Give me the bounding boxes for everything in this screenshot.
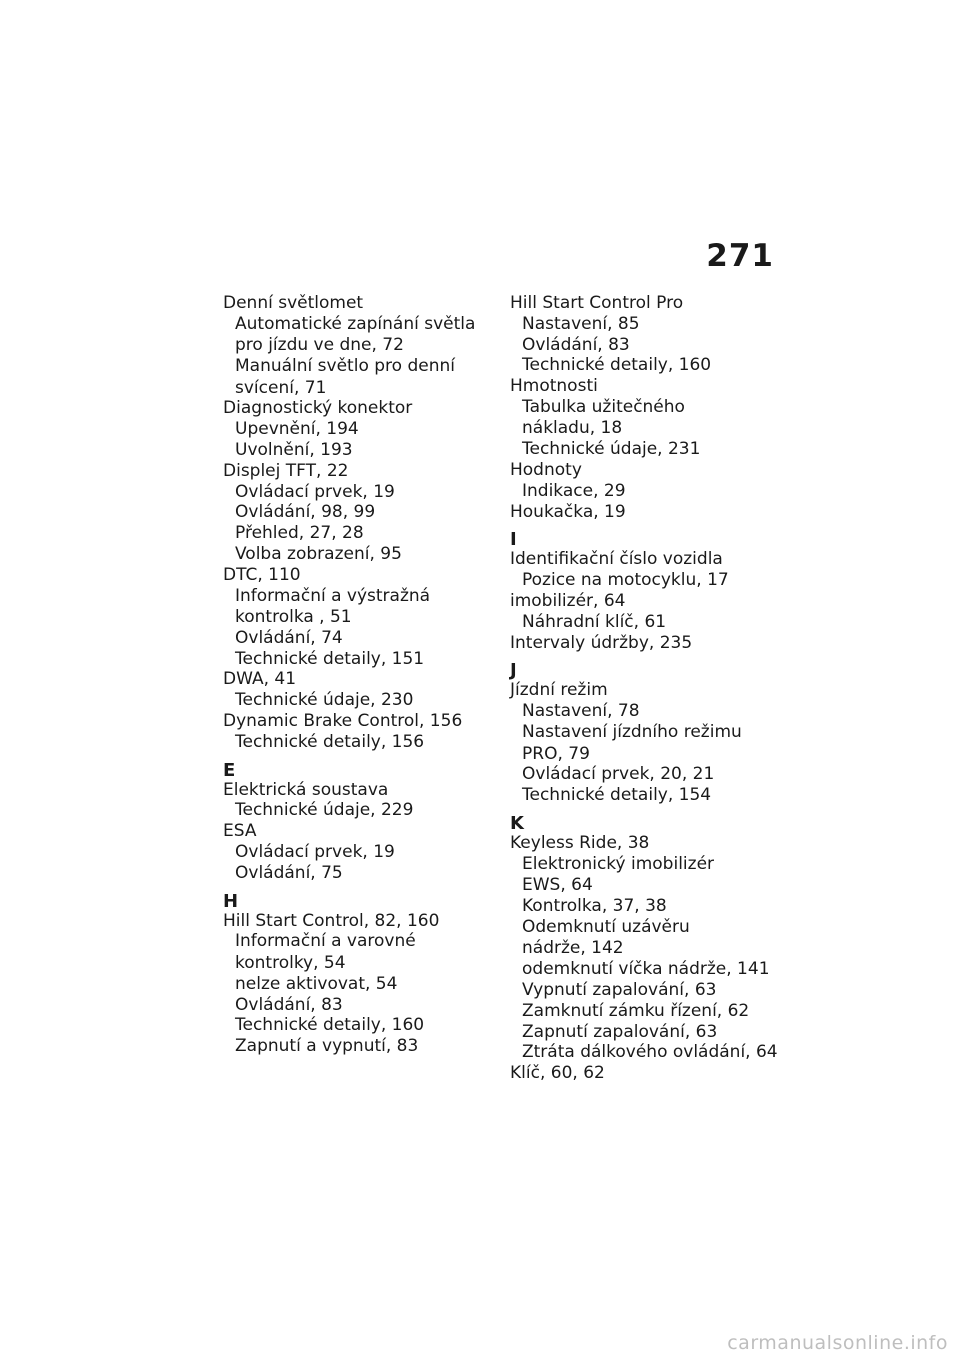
watermark: carmanualsonline.info — [727, 1332, 948, 1354]
index-subentry — [223, 482, 503, 503]
index-subentry — [510, 314, 800, 335]
index-subentry — [223, 690, 503, 711]
index-entry: Denní světlomet — [223, 293, 364, 313]
index-column-right — [510, 293, 800, 1084]
index-subentry-line: Technické detaily, 160 — [522, 355, 712, 376]
index-subentry-line: nákladu, 18 — [522, 418, 623, 439]
index-subentry-line: Technické detaily, 156 — [235, 731, 425, 752]
index-subentry — [223, 544, 503, 565]
index-subentry — [510, 1022, 800, 1043]
index-subentry — [510, 917, 800, 959]
index-subentry — [510, 1042, 800, 1063]
index-subentry — [223, 995, 503, 1016]
index-subentry-line: Volba zobrazení, 95 — [235, 543, 402, 564]
index-entry: DWA, 41 — [223, 669, 297, 690]
index-subentry-line: Nastavení, 78 — [522, 701, 640, 722]
index-subentry-line: Vypnutí zapalování, 63 — [522, 979, 717, 1000]
index-subentry-line: kontrolky, 54 — [235, 952, 346, 973]
index-entry: Hmotnosti — [510, 376, 598, 397]
index-subentry-line: Ovládání, 98, 99 — [235, 502, 376, 523]
index-subentry — [223, 440, 503, 461]
index-subentry — [223, 800, 503, 821]
index-subentry — [223, 502, 503, 523]
index-subentry-line: Zapnutí zapalování, 63 — [522, 1021, 718, 1042]
index-subentry — [223, 523, 503, 544]
index-subentry-line: Přehled, 27, 28 — [235, 523, 364, 544]
index-subentry-line: Náhradní klíč, 61 — [522, 611, 667, 632]
index-subentry-line: Kontrolka, 37, 38 — [522, 896, 667, 917]
index-column-left — [223, 293, 503, 1057]
index-entry: Hill Start Control Pro — [510, 293, 684, 313]
index-subentry — [510, 570, 800, 591]
index-entry: ESA — [223, 821, 257, 842]
index-subentry — [223, 931, 503, 973]
index-subentry-line: Odemknutí uzávěru — [522, 916, 690, 937]
index-subentry — [510, 397, 800, 439]
index-subentry-line: Technické údaje, 229 — [235, 800, 414, 821]
index-subentry-line: pro jízdu ve dne, 72 — [235, 335, 404, 356]
index-subentry-line: odemknutí víčka nádrže, 141 — [522, 959, 770, 980]
index-entry: DTC, 110 — [223, 564, 301, 585]
index-entry: Dynamic Brake Control, 156 — [223, 711, 463, 732]
index-subentry — [510, 764, 800, 785]
index-subentry — [223, 1036, 503, 1057]
index-subentry-line: Technické detaily, 151 — [235, 648, 425, 669]
index-subentry — [510, 722, 800, 764]
index-subentry — [510, 785, 800, 806]
index-subentry-line: EWS, 64 — [522, 875, 593, 896]
index-letter-heading: I — [510, 529, 517, 551]
index-subentry — [223, 628, 503, 649]
index-entry: Hill Start Control, 82, 160 — [223, 910, 440, 931]
index-entry: Klíč, 60, 62 — [510, 1063, 605, 1084]
index-subentry-line: Uvolnění, 193 — [235, 439, 353, 460]
index-subentry-line: Technické údaje, 231 — [522, 439, 701, 460]
index-subentry-line: Nastavení, 85 — [522, 313, 640, 334]
index-entry: Identifikační číslo vozidla — [510, 549, 723, 570]
index-letter-heading: K — [510, 812, 524, 834]
index-subentry-line: Informační a výstražná — [235, 585, 431, 606]
index-subentry — [510, 439, 800, 460]
index-subentry-line: Nastavení jízdního režimu — [522, 722, 742, 743]
index-subentry-line: Elektronický imobilizér — [522, 853, 715, 874]
index-subentry-line: nelze aktivovat, 54 — [235, 973, 398, 994]
index-entry: imobilizér, 64 — [510, 591, 626, 612]
index-subentry — [223, 356, 503, 398]
index-subentry — [223, 586, 503, 628]
index-letter-heading: H — [223, 890, 239, 912]
index-entry: Intervaly údržby, 235 — [510, 632, 693, 653]
index-subentry-line: Ovládání, 83 — [235, 994, 343, 1015]
index-subentry — [510, 481, 800, 502]
index-subentry — [510, 335, 800, 356]
index-subentry — [223, 419, 503, 440]
index-entry: Hodnoty — [510, 460, 582, 481]
index-subentry-line: Ovládací prvek, 19 — [235, 481, 395, 502]
index-subentry — [510, 612, 800, 633]
index-subentry-line: Zamknutí zámku řízení, 62 — [522, 1000, 750, 1021]
index-subentry-line: Technické detaily, 154 — [522, 785, 712, 806]
index-subentry-line: nádrže, 142 — [522, 938, 624, 959]
index-subentry-line: Zapnutí a vypnutí, 83 — [235, 1036, 419, 1057]
index-subentry — [223, 732, 503, 753]
index-subentry-line: PRO, 79 — [522, 743, 590, 764]
index-subentry-line: Ovládání, 74 — [235, 627, 343, 648]
index-entry: Jízdní režim — [510, 680, 608, 701]
index-subentry-line: Ovládání, 75 — [235, 862, 343, 883]
index-subentry-line: Upevnění, 194 — [235, 419, 359, 440]
index-subentry — [510, 959, 800, 980]
index-subentry — [510, 854, 800, 896]
index-subentry-line: Technické detaily, 160 — [235, 1015, 425, 1036]
index-subentry — [223, 863, 503, 884]
index-subentry-line: Technické údaje, 230 — [235, 690, 414, 711]
index-entry: Displej TFT, 22 — [223, 460, 349, 481]
index-subentry-line: Ovládání, 83 — [522, 334, 630, 355]
index-entry: Elektrická soustava — [223, 779, 389, 800]
index-subentry — [223, 314, 503, 356]
index-entry: Houkačka, 19 — [510, 501, 626, 522]
index-subentry-line: Automatické zapínání světla — [235, 313, 476, 334]
index-subentry — [223, 649, 503, 670]
index-subentry-line: svícení, 71 — [235, 377, 327, 398]
index-letter-heading: E — [223, 759, 236, 781]
page-number: 271 — [706, 238, 774, 274]
index-subentry-line: Pozice na motocyklu, 17 — [522, 570, 729, 591]
index-subentry — [510, 980, 800, 1001]
index-subentry-line: Tabulka užitečného — [522, 396, 685, 417]
index-subentry — [510, 896, 800, 917]
index-subentry — [223, 1015, 503, 1036]
index-entry: Diagnostický konektor — [223, 398, 413, 419]
index-subentry — [510, 355, 800, 376]
index-subentry-line: Manuální světlo pro denní — [235, 356, 455, 377]
index-letter-heading: J — [510, 660, 517, 682]
index-subentry-line: Ztráta dálkového ovládání, 64 — [522, 1042, 778, 1063]
index-subentry-line: Informační a varovné — [235, 931, 416, 952]
index-subentry-line: Indikace, 29 — [522, 480, 626, 501]
index-subentry — [510, 1001, 800, 1022]
index-subentry — [510, 701, 800, 722]
index-subentry-line: kontrolka , 51 — [235, 607, 352, 628]
index-entry: Keyless Ride, 38 — [510, 832, 650, 853]
index-subentry-line: Ovládací prvek, 19 — [235, 842, 395, 863]
index-subentry — [223, 842, 503, 863]
index-subentry — [223, 974, 503, 995]
index-subentry-line: Ovládací prvek, 20, 21 — [522, 764, 715, 785]
